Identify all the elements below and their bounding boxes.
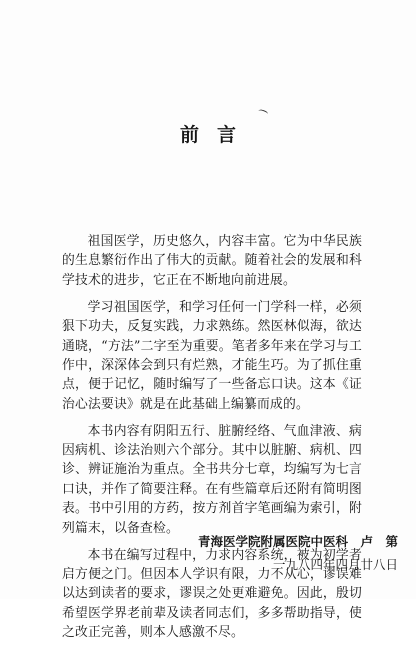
ink-mark bbox=[257, 109, 268, 117]
signature-organization: 青海医学院附属医院中医科 卢 第 bbox=[197, 534, 398, 549]
paragraph-4: 本书在编写过程中，力求内容系统，被为初学者启方便之门。但因本人学识有限，力不从心，谬误难以达到读者的要求，谬误之处更难避免。因此，殷切希望医学界老前辈及读者同志们，多多帮助指导，使之改正完善，则本人感激不尽。 bbox=[62, 547, 362, 641]
preface-body bbox=[62, 232, 362, 650]
paragraph-3: 本书内容有阴阳五行、脏腑经络、气血津液、病因病机、诊法治则六个部分。其中以脏腑、病机、四诊、辨证施治为重点。全书共分七章，均编写为七言口诀，并作了简要注释。在有些篇章后还附有简明图表。书中引用的方药，按方剂首字笔画编为索引，附列篇末，以备查检。 bbox=[62, 423, 362, 536]
paragraph-2: 学习祖国医学，和学习任何一门学科一样，必须狠下功夫，反复实践，力求熟练。然医林似海，欲达通晓，“方法”二字至为重要。笔者多年来在学习与工作中，深深体会到只有烂熟，才能生巧。为了抓住重点，便于记忆，随时编写了一些备忘口诀。这本《证治心法要诀》就是在此基础上编纂而成的。 bbox=[62, 299, 362, 412]
signature-date: 一九八四年四月廿八日 bbox=[272, 557, 398, 572]
paragraph-1: 祖国医学，历史悠久，内容丰富。它为中华民族的生息繁衍作出了伟大的贡献。随着社会的发展和科学技术的进步，它正在不断地向前进展。 bbox=[62, 234, 362, 288]
page-title: 前言 bbox=[179, 124, 254, 146]
